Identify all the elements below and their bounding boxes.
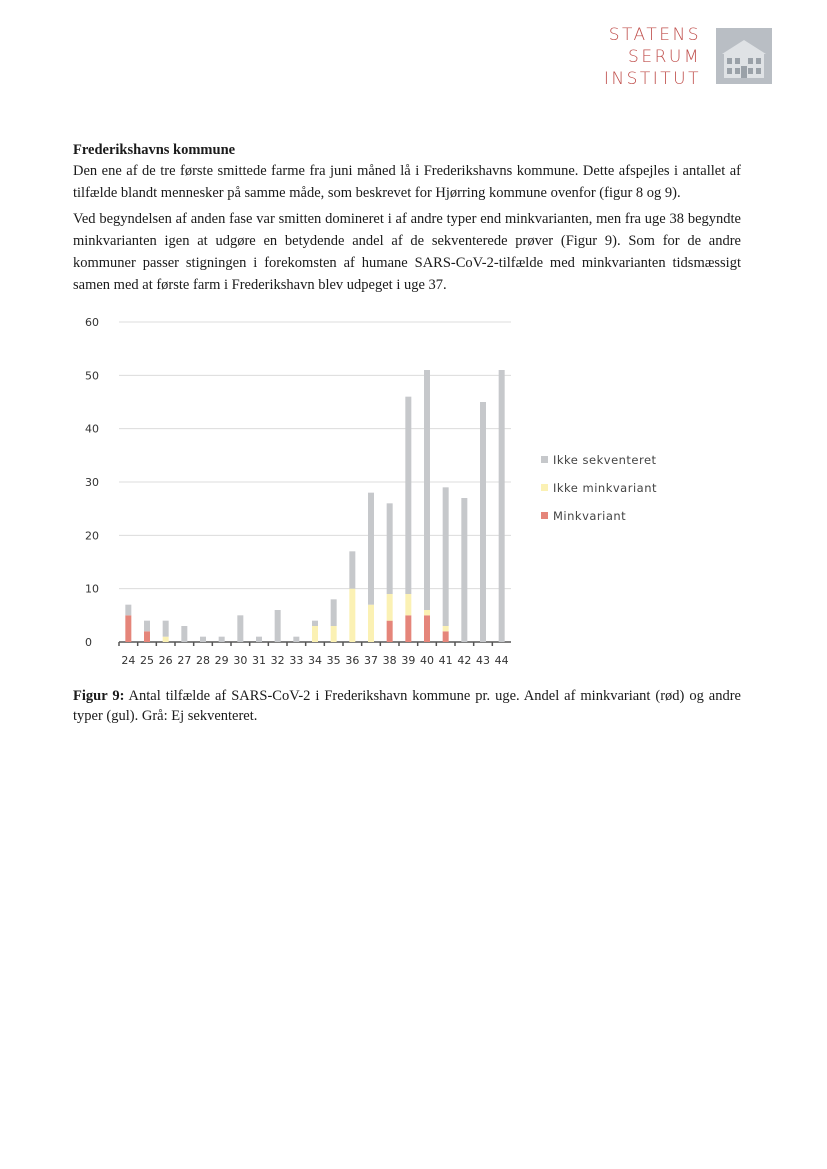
x-tick-label: 39 [401,654,416,667]
bar-segment [312,626,318,642]
bar-segment [443,631,449,642]
bar-segment [256,637,262,642]
bar-segment [499,370,505,642]
bar-segment [424,610,430,615]
y-tick-label: 40 [85,422,99,436]
logo-line: SERUM [628,47,701,67]
bar-segment [237,615,243,642]
figure-caption [73,686,741,726]
bar-segment [331,599,337,626]
x-tick-label: 25 [140,654,154,667]
bar-segment [125,605,131,616]
legend-swatch [541,456,548,463]
x-tick-label: 40 [420,654,434,667]
legend-label: Ikke minkvariant [553,481,657,495]
x-tick-label: 38 [382,654,397,667]
y-tick-label: 60 [85,316,99,329]
institute-logo-text [604,24,701,90]
institute-building-logo [716,28,772,84]
x-tick-label: 35 [326,654,341,667]
caption-text: Antal tilfælde af SARS-CoV-2 i Frederikshavn kommune pr. uge. Andel af minkvariant (rød) og andre typer (gul). Grå: Ej sekventeret. [73,688,741,724]
bar-segment [443,487,449,626]
x-tick-label: 26 [158,654,173,667]
x-tick-label: 37 [364,654,378,667]
bar-segment [368,605,374,642]
x-tick-label: 41 [438,654,453,667]
cases-by-week-chart [73,300,673,680]
bar-segment [219,637,225,642]
x-tick-label: 27 [177,654,192,667]
legend-label: Ikke sekventeret [553,453,657,467]
x-tick-label: 43 [476,654,490,667]
x-tick-label: 28 [196,654,210,667]
bar-segment [200,637,206,642]
paragraph: Den ene af de tre første smittede farme fra juni måned lå i Frederikshavns kommune. Dette afspejles i antallet af tilfælde blandt mennesker på samme måde, som beskrevet for Hjørring kommune ovenfor (figur 8 og 9). [73,163,741,201]
paragraph: Ved begyndelsen af anden fase var smitten domineret i af andre typer end minkvarianten, men fra uge 38 begyndte minkvarianten igen at udgøre en betydende andel af de sekventerede prøver (Figur 9). Som for de andre kommuner passer stigningen i forekomsten af humane SARS-CoV-2-tilfælde med minkvarianten tidsmæssigt samen med at første farm i Frederikshavn blev udpeget i uge 37. [73,211,741,293]
bar-segment [424,370,430,610]
bar-segment [387,503,393,594]
bar-segment [405,397,411,594]
x-tick-label: 42 [457,654,472,667]
x-tick-label: 31 [252,654,266,667]
bar-segment [405,615,411,642]
y-tick-label: 10 [85,582,99,596]
legend-swatch [541,512,548,519]
legend-label: Minkvariant [553,509,627,523]
y-tick-label: 0 [85,636,92,649]
bar-segment [331,626,337,642]
logo-line: INSTITUT [603,69,701,89]
bar-segment [387,594,393,621]
bar-segment [293,637,299,642]
bar-segment [368,493,374,605]
bar-segment [443,626,449,631]
bar-segment [144,621,150,632]
bar-segment [349,551,355,588]
bar-segment [312,621,318,626]
caption-label: Figur 9: [73,688,125,704]
y-tick-label: 30 [85,476,99,489]
bar-segment [275,610,281,642]
x-tick-label: 29 [214,654,229,667]
bar-segment [480,402,486,642]
x-tick-label: 34 [308,654,322,667]
bar-segment [387,621,393,642]
y-tick-label: 50 [85,369,99,383]
bar-segment [144,631,150,642]
x-tick-label: 33 [289,654,304,667]
legend-swatch [541,484,548,491]
bar-segment [424,615,430,642]
bar-segment [461,498,467,642]
x-tick-label: 32 [270,654,285,667]
bar-segment [405,594,411,615]
x-tick-label: 24 [121,654,136,667]
bar-segment [349,589,355,642]
y-tick-label: 20 [85,529,99,543]
logo-line: STATENS [608,25,701,45]
bar-segment [163,637,169,642]
bar-segment [163,621,169,637]
x-tick-label: 30 [233,654,248,667]
bar-segment [125,615,131,642]
section-title: Frederikshavns kommune [73,142,236,158]
x-tick-label: 44 [494,654,509,667]
bar-segment [181,626,187,642]
x-tick-label: 36 [345,654,360,667]
